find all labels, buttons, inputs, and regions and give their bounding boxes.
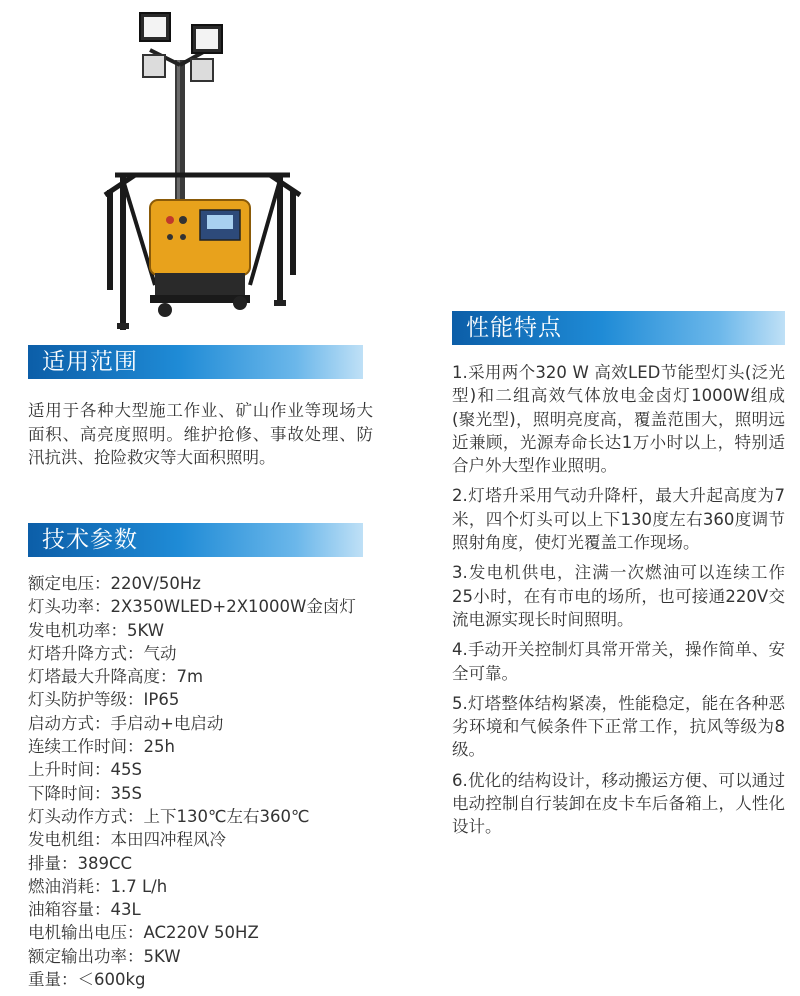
- spec-row: 启动方式：手启动+电启动: [28, 713, 224, 733]
- spec-row: 上升时间：45S: [28, 760, 142, 780]
- spec-row: 下降时间：35S: [28, 783, 142, 803]
- feature-item: 4.手动开关控制灯具常开常关，操作简单、安全可靠。: [452, 640, 785, 683]
- spec-row: 额定电压：220V/50Hz: [28, 574, 201, 593]
- feature-item: 6.优化的结构设计，移动搬运方便、可以通过电动控制自行装卸在皮卡车后备箱上，人性化设计。: [452, 770, 785, 837]
- spec-row: 发电机组：本田四冲程风冷: [28, 830, 226, 850]
- feature-list: [452, 361, 785, 846]
- spec-row: 额定输出功率：5KW: [28, 946, 181, 966]
- spec-row: 灯塔升降方式：气动: [28, 643, 177, 663]
- feature-item: 5.灯塔整体结构紧凑，性能稳定，能在各种恶劣环境和气候条件下正常工作，抗风等级为8级。: [452, 693, 785, 760]
- spec-row: 灯塔最大升降高度：7m: [28, 667, 204, 687]
- feature-item: 2.灯塔升采用气动升降杆，最大升起高度为7米，四个灯头可以上下130度左右360度调节照射角度，使灯光覆盖工作现场。: [452, 486, 785, 553]
- section-title-scope: 适用范围: [28, 345, 363, 379]
- section-title-features: 性能特点: [452, 311, 785, 345]
- spec-row: 连续工作时间：25h: [28, 737, 175, 757]
- lighting-tower-image: [95, 5, 310, 330]
- spec-list: [28, 572, 408, 991]
- scope-text: 适用于各种大型施工作业、矿山作业等现场大面积、高亮度照明。维护抢修、事故处理、防汛抗洪、抢险救灾等大面积照明。: [28, 401, 373, 467]
- spec-row: 燃油消耗：1.7 L/h: [28, 876, 168, 896]
- spec-row: 灯头动作方式：上下130℃左右360℃: [28, 806, 310, 826]
- spec-row: 电机输出电压：AC220V 50HZ: [28, 923, 259, 943]
- spec-row: 油箱容量：43L: [28, 900, 141, 920]
- section-title-tech: 技术参数: [28, 523, 363, 557]
- spec-row: 发电机功率：5KW: [28, 620, 165, 640]
- spec-row: 重量：＜600kg: [28, 970, 146, 990]
- spec-row: 排量：389CC: [28, 853, 133, 873]
- spec-row: 灯头功率：2X350WLED+2X1000W金卤灯: [28, 597, 356, 617]
- spec-row: 灯头防护等级：IP65: [28, 690, 180, 710]
- feature-item: 3.发电机供电，注满一次燃油可以连续工作25小时，在有市电的场所，也可接通220V交流电源实现长时间照明。: [452, 563, 785, 629]
- feature-item: 1.采用两个320 W 高效LED节能型灯头(泛光型)和二组高效气体放电金卤灯1000W组成(聚光型)，照明亮度高，覆盖范围大，照明远近兼顾，光源寿命长达1万小时以上，特别适合户外大型作业照明。: [452, 363, 785, 476]
